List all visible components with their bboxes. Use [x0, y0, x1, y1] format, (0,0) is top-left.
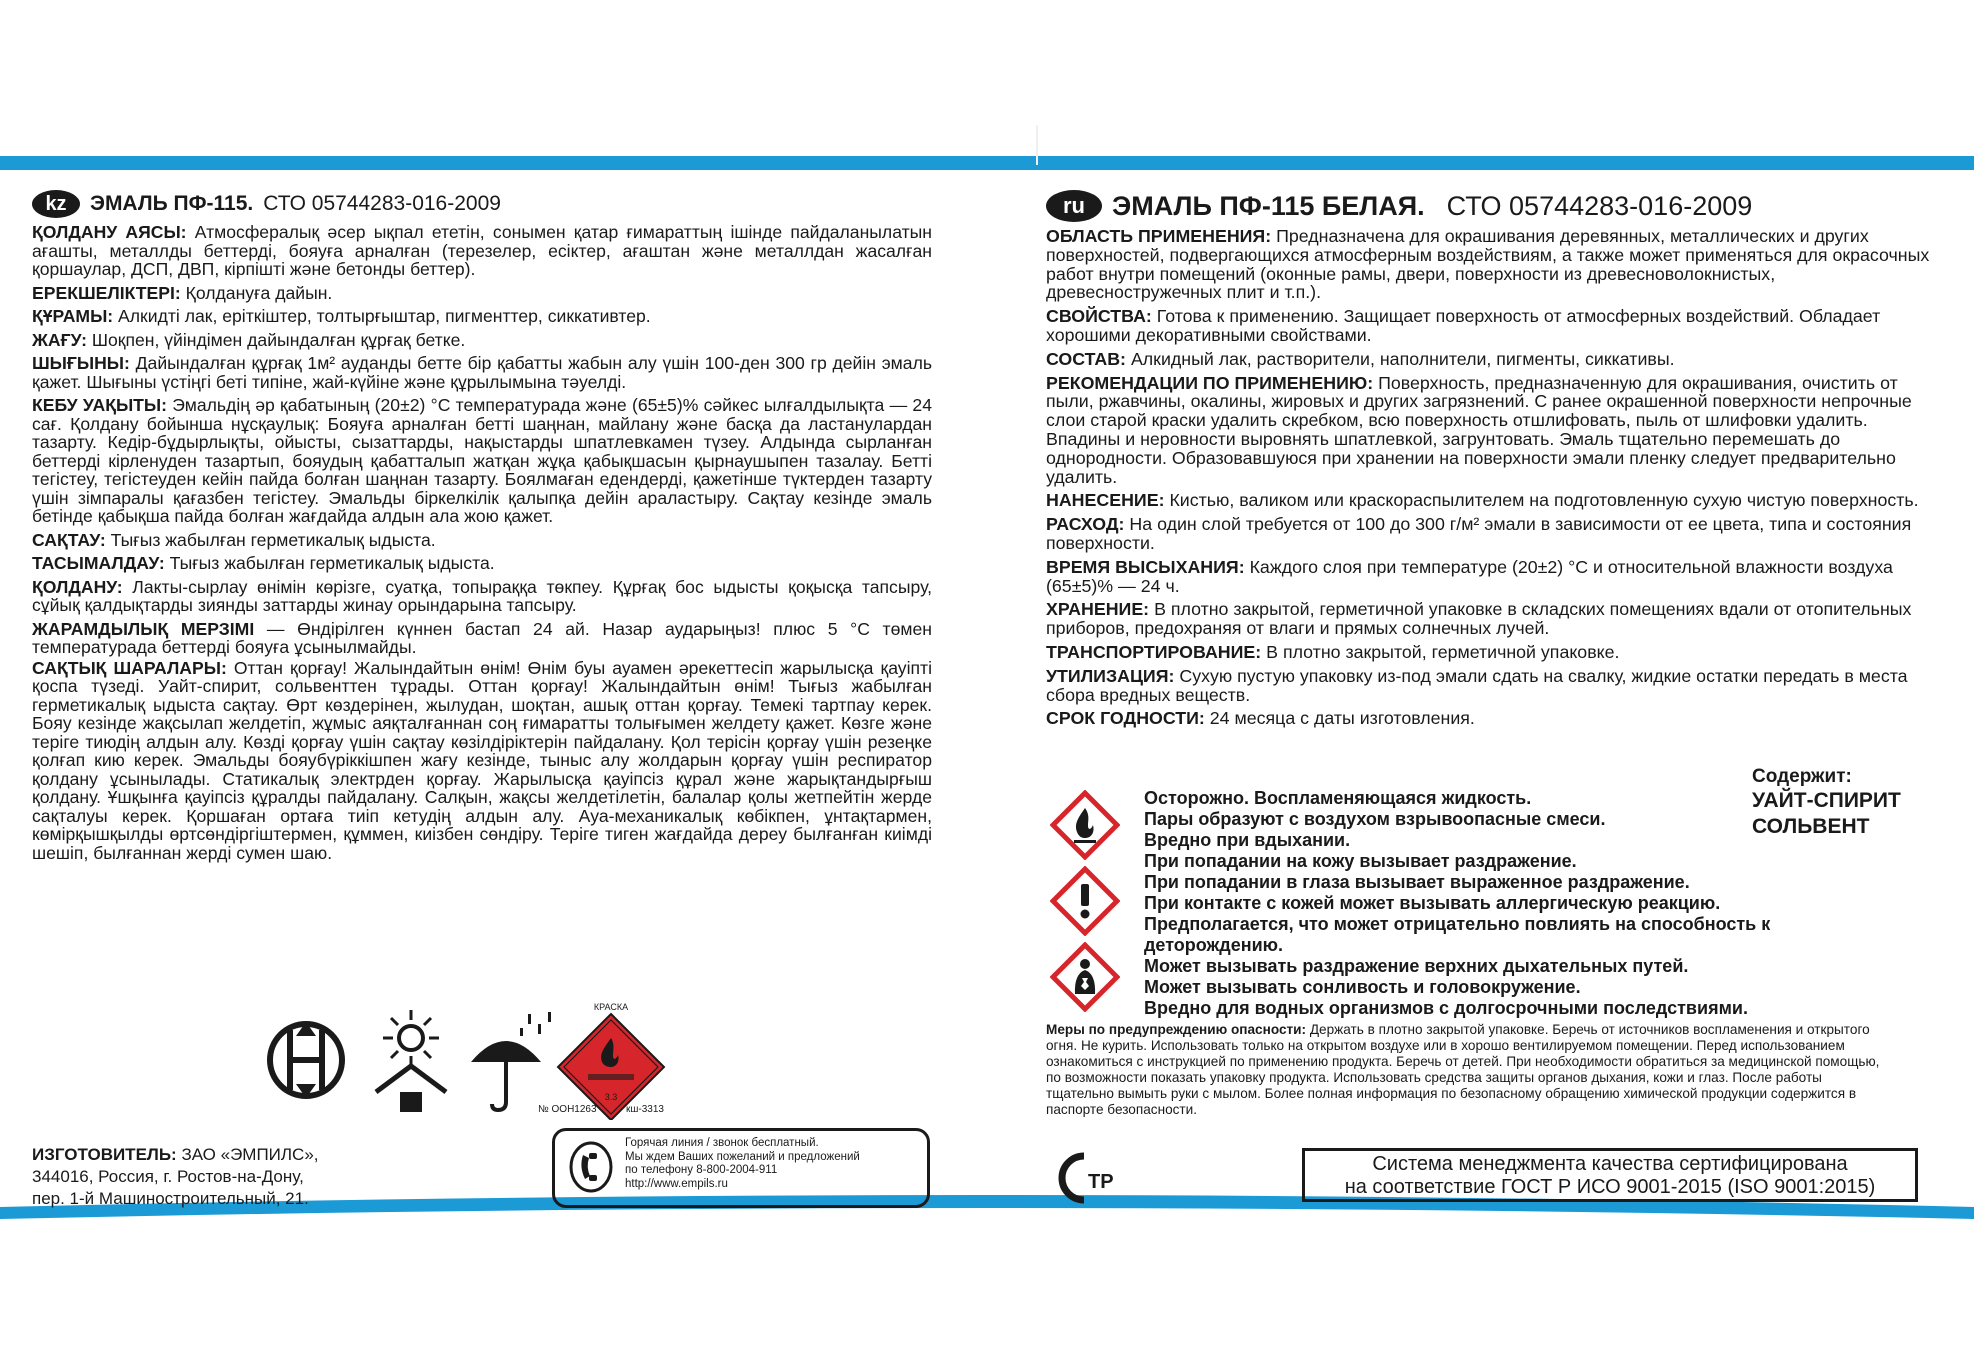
ru-section [1046, 667, 1938, 705]
ru-section-text: На один слой требуется от 100 до 300 г/м² эмали в зависимости от ее цвета, типа и состояния поверхности. [1046, 514, 1912, 553]
kz-section-label: САҚТАУ: [32, 529, 106, 550]
hazard-top-label: КРАСКА [593, 1002, 629, 1012]
ghs-flame-icon [1050, 790, 1120, 860]
hotline-line-1: Горячая линия / звонок бесплатный. [625, 1137, 819, 1149]
ru-section-label: СРОК ГОДНОСТИ: [1046, 708, 1205, 729]
keep-dry-umbrella-icon [471, 1012, 551, 1110]
contains-solvent: СОЛЬВЕНТ [1752, 815, 1870, 838]
iso-certification-box [1302, 1148, 1918, 1202]
ru-section [1046, 558, 1938, 596]
ru-section-text: Алкидный лак, растворители, наполнители, пигменты, сиккативы. [1130, 348, 1675, 369]
kz-section-label: ҚҰРАМЫ: [32, 306, 114, 326]
kz-section [32, 620, 932, 657]
kz-section [32, 354, 932, 391]
hazard-statement: При контакте с кожей может вызывать аллергическую реакцию. [1144, 893, 1721, 913]
keep-away-from-sun-icon [376, 1010, 446, 1112]
manufacturer-block [32, 1144, 392, 1210]
ru-product-name: ЭМАЛЬ ПФ-115 БЕЛАЯ. [1112, 190, 1425, 221]
ru-section [1046, 374, 1938, 487]
ru-section-label: РАСХОД: [1046, 514, 1125, 535]
ru-section [1046, 227, 1938, 302]
phone-icon [569, 1141, 613, 1193]
kz-section-text: Атмосфералық әсер ықпал ететін, сонымен қатар ғимараттың ішінде пайдаланылатын ағашты, металлды беттерді, бояуға арналған (терезелер, есіктер, ағаштан және металлдан жасалған қоршаулар, ДСП, ДВП, кірпішті және бетонды беттер). [32, 222, 933, 279]
un-number: № ООН1263 [538, 1104, 597, 1115]
kz-section-text: Тығыз жабылған герметикалық ыдыста. [169, 553, 495, 573]
ru-section-label: СОСТАВ: [1046, 348, 1126, 369]
precautions-label: Меры по предупреждению опасности: [1046, 1022, 1307, 1037]
kz-section-text: Дайындалған құрғақ 1м² ауданды бетте бір қабатты жабын алу үшін 100-ден 300 гр дейін эмаль қажет. Шығыны үстіңгі беті типіне, жай-күйіне және құрылымына тәуелді. [32, 353, 932, 392]
ru-header [1046, 190, 1938, 222]
ru-section-label: ХРАНЕНИЕ: [1046, 599, 1150, 620]
ru-standard: СТО 05744283-016-2009 [1446, 190, 1753, 221]
kz-standard: СТО 05744283-016-2009 [263, 192, 501, 215]
hazard-statement: деторождению. [1144, 935, 1284, 955]
ru-section [1046, 709, 1938, 728]
kz-section [32, 223, 932, 279]
kz-section-label: ТАСЫМАЛДАУ: [32, 553, 165, 573]
hazard-statements [1144, 788, 1964, 1019]
ru-section-label: ОБЛАСТЬ ПРИМЕНЕНИЯ: [1046, 226, 1272, 246]
kz-section-label: ЕРЕКШЕЛІКТЕРІ: [32, 282, 181, 303]
kz-section-label: ҚОЛДАНУ АЯСЫ: [32, 222, 187, 242]
hazard-code: 3.3 [604, 1092, 618, 1102]
manufacturer-label: ИЗГОТОВИТЕЛЬ: [32, 1145, 177, 1164]
hotline-phone: по телефону 8-800-2004-911 [625, 1164, 778, 1176]
kz-section-text: Алкидті лак, еріткіштер, толтырғыштар, пигменттер, сиккативтер. [118, 306, 651, 326]
kz-column [32, 190, 932, 862]
kz-header [32, 190, 932, 218]
kz-section [32, 578, 932, 615]
eac-certification-icon [1044, 1148, 1114, 1208]
kz-section [32, 396, 932, 526]
kz-section-text: Шоқпен, үйіндімен дайындалған құрғақ бетке. [91, 329, 466, 350]
kz-section-text: Оттан қорғау! Жалындайтын өнім! Өнім буы ауамен әрекеттесіп жарылысқа қауіпті қоспа түзеді. Уайт-спирит, сольвенттен тұрады. Оттан қорғау! Жалындайтын өнім! Тығыз жабылған герметикалық ыдыста сақтау. Өрт көздерінен, жылудан, шоқтан, ашық оттан қорғау. Темекі тартпау керек. Бояу кезінде жақсылап желдетіп, жұмыс аяқталғаннан соң ғимаратты толығымен желдету қажет. Көзге және теріге тиюдің алдын алу. Көзді қорғау үшін сақтау көзілдіріктерін пайдалану. Қол терісін қорғау үшін резеңке қолғап кию керек. Эмальды бояубүріккішпен жағу кезінде, тыныс алу жолдарын қорғау үшін респиратор қолдану ұсынылады. Статикалық электрден қорғау. Жарылысқа қауіпсіз құрал және жарықтандырғыш қолдану. Ұшқынға қауіпсіз құралды пайдалану. Салқын, жақсы желдетілетін, балалар қолы жетпейтін жерде сақталуы керек. Қоршаған ортаға тиіп кетудің алдын алу. Ауа-механикалық көбікпен, ұнтақтармен, көмірқышқылды өртсөндіргіштермен, құммен, киізбен сөндіру. Теріге тиген жағдайда дереу былғанған киімді шешіп, былғаннан жерді сумен шаю. [32, 657, 932, 863]
ru-section [1046, 643, 1938, 662]
iso-line-2: на соответствие ГОСТ Р ИСО 9001-2015 (ISO 9001:2015) [1344, 1176, 1876, 1198]
hazard-statement: При попадании на кожу вызывает раздражение. [1144, 851, 1577, 871]
ru-section-text: Поверхность, предназначенную для окрашивания, очистить от пыли, ржавчины, окалины, жировых и других загрязнений. С ранее окрашенной поверхности непрочные слои старой краски удалить скребком, всю поверхность отшлифовать, пыль от шлифовки удалить. Впадины и неровности выровнять шпатлевкой, загрунтовать. Эмаль тщательно перемешать до однородности. Образовавшуюся при хранении на поверхности эмали пленку следует предварительно удалить. [1046, 372, 1912, 487]
ru-section-label: ВРЕМЯ ВЫСЫХАНИЯ: [1046, 556, 1245, 577]
hazard-statement: Вредно для водных организмов с долгосрочными последствиями. [1144, 998, 1748, 1018]
hazard-statement: При попадании в глаза вызывает выраженное раздражение. [1144, 872, 1690, 892]
hazard-statement: Может вызывать раздражение верхних дыхательных путей. [1144, 956, 1689, 976]
ru-section-label: НАНЕСЕНИЕ: [1046, 490, 1165, 511]
ru-section-label: УТИЛИЗАЦИЯ: [1046, 665, 1175, 686]
ru-section-text: В плотно закрытой, герметичной упаковке в складских помещениях вдали от отопительных приборов, предохраняя от влаги и прямых солнечных лучей. [1046, 599, 1912, 639]
ghs-health-hazard-icon [1050, 942, 1120, 1012]
ru-section-text: В плотно закрытой, герметичной упаковке. [1266, 641, 1620, 662]
manufacturer-name: ЗАО «ЭМПИЛС», [181, 1145, 319, 1164]
hazard-statement: Пары образуют с воздухом взрывоопасные смеси. [1144, 809, 1606, 829]
kz-section-label: САҚТЫҚ ШАРАЛАРЫ: [32, 657, 227, 678]
fold-line [1036, 125, 1038, 165]
kz-section-text: Қолдануға дайын. [185, 282, 333, 303]
kz-section-text: Лакты-сырлау өнімін көрізге, суатқа, топыраққа төкпеу. Құрғақ бос ыдысты қоқысқа тапсыру, сұйық қалдықтарды зиянды заттарды жинау орындарына тапсыру. [32, 576, 933, 615]
manufacturer-address-2: пер. 1-й Машиностроительный, 21. [32, 1189, 309, 1208]
ghs-exclamation-icon [1050, 866, 1120, 936]
kz-section [32, 531, 932, 550]
hotline-line-2: Мы ждем Ваших пожеланий и предложений [625, 1150, 860, 1163]
kz-product-name: ЭМАЛЬ ПФ-115. [90, 192, 254, 215]
ru-section [1046, 350, 1938, 369]
handling-symbols [266, 1000, 686, 1120]
kz-section [32, 307, 932, 326]
hazard-statement: Осторожно. Воспламеняющаяся жидкость. [1144, 788, 1532, 808]
ru-section-text: Предназначена для окрашивания деревянных, металлических и других поверхностей, подвергающихся атмосферным воздействиям, а также может применяться для окрасочных работ внутри помещений (оконные рамы, двери, поверхности из древесноволокнистых, древесностружечных плит и т.п.). [1046, 226, 1930, 303]
kz-section-label: ШЫҒЫНЫ: [32, 353, 130, 373]
ru-language-badge: ru [1046, 190, 1102, 222]
ru-section [1046, 307, 1938, 345]
kz-section-text: Эмальдің әр қабатының (20±2) °С температурада және (65±5)% сәйкес ылғалдылықта — 24 сағ. Қолдану бойынша нұсқаулық: Бояуға арналған бетті шаңнан, майлану және басқа да ластанулардан тазарту. Кедір-бұдырлықты, ойысты, сызаттарды, нақыстарды шпатлевкамен түзеу. Алдында сырланған беттерді кірленуден тазартып, бояудың қабатталып жатқан жұқа қабықшасын қырнаушыпен тазалау. Бетті тегістеу, тегістеуден кейін пайда болған шаңнан тазарту. Боялмаған едендерді, қажетінше түктерден тазарту үшін зімпаралы қағазбен тегістеу. Эмальды біркелкілік қалыпқа дейін араластыру. Сақтау кезінде эмаль бетінде қабықша пайда болған жағдайда алдын ала жою қажет. [32, 395, 933, 526]
kz-section [32, 659, 932, 863]
contains-label: Содержит: [1752, 766, 1852, 787]
kz-section-label: ЖАРАМДЫЛЫҚ МЕРЗІМІ [32, 618, 255, 639]
precautionary-statements [1046, 1022, 1882, 1118]
contains-white-spirit: УАЙТ-СПИРИТ [1752, 789, 1901, 812]
precautions-text: Держать в плотно закрытой упаковке. Беречь от источников воспламенения и открытого огня. Не курить. Использовать только на открытом воздухе или в хорошо вентилируемом помещении. Перед использованием ознакомиться с инструкцией по применению продукта. Беречь от детей. При необходимости обратиться за медицинской помощью, по возможности показать упаковку продукта. Использовать средства защиты органов дыхания, кожи и глаз. После работы тщательно вымыть руки с мылом. Более полная информация по безопасному обращению химической продукции содержится в паспорте безопасности. [1046, 1022, 1880, 1117]
kz-section-label: ЖАҒУ: [32, 329, 87, 350]
top-blue-band [0, 156, 1974, 170]
this-side-up-icon [270, 1022, 342, 1098]
kz-section-label: ҚОЛДАНУ: [32, 576, 123, 597]
kz-section [32, 331, 932, 350]
ru-section-text: Сухую пустую упаковку из-под эмали сдать на свалку, жидкие остатки передать в места сбора вредных веществ. [1046, 665, 1908, 705]
eac-mark-text: ТР [1088, 1171, 1114, 1193]
hazard-statement: Вредно при вдыхании. [1144, 830, 1351, 850]
manufacturer-address-1: 344016, Россия, г. Ростов-на-Дону, [32, 1167, 304, 1186]
ru-section-text: Готова к применению. Защищает поверхность от атмосферных воздействий. Обладает хорошими декоративными свойствами. [1046, 306, 1881, 345]
kz-section [32, 554, 932, 573]
hazard-statement: Может вызывать сонливость и головокружение. [1144, 977, 1581, 997]
flammable-liquid-class3-icon [558, 1002, 664, 1120]
ru-section [1046, 491, 1938, 510]
ru-section-text: 24 месяца с даты изготовления. [1209, 708, 1475, 729]
kz-section [32, 284, 932, 303]
kz-section-text: Тығыз жабылған герметикалық ыдыста. [110, 529, 436, 550]
ru-section-text: Каждого слоя при температуре (20±2) °С и относительной влажности воздуха (65±5)% — 24 ч. [1046, 556, 1893, 596]
iso-line-1: Система менеджмента качества сертифицирована [1372, 1153, 1848, 1175]
kz-section-text: — Өндірілген күннен бастап 24 ай. Назар аударыңыз! плюс 5 °С төмен температурада беттерді бояуға ұсынылмайды. [32, 618, 932, 657]
kz-language-badge: kz [32, 190, 80, 218]
ru-column [1046, 190, 1938, 728]
ru-section-label: ТРАНСПОРТИРОВАНИЕ: [1046, 641, 1262, 662]
hazard-statement: Предполагается, что может отрицательно повлиять на способность к [1144, 914, 1771, 934]
hotline-website: http://www.empils.ru [625, 1177, 728, 1190]
ru-section [1046, 600, 1938, 638]
ru-section-label: РЕКОМЕНДАЦИИ ПО ПРИМЕНЕНИЮ: [1046, 372, 1374, 393]
hotline-box [552, 1128, 930, 1208]
ru-section-label: СВОЙСТВА: [1046, 306, 1152, 327]
kz-section-label: КЕБУ УАҚЫТЫ: [32, 395, 168, 415]
kz-code: кш-3313 [626, 1104, 664, 1115]
ru-section-text: Кистью, валиком или краскораспылителем на подготовленную сухую чистую поверхность. [1169, 490, 1919, 511]
ru-section [1046, 515, 1938, 553]
